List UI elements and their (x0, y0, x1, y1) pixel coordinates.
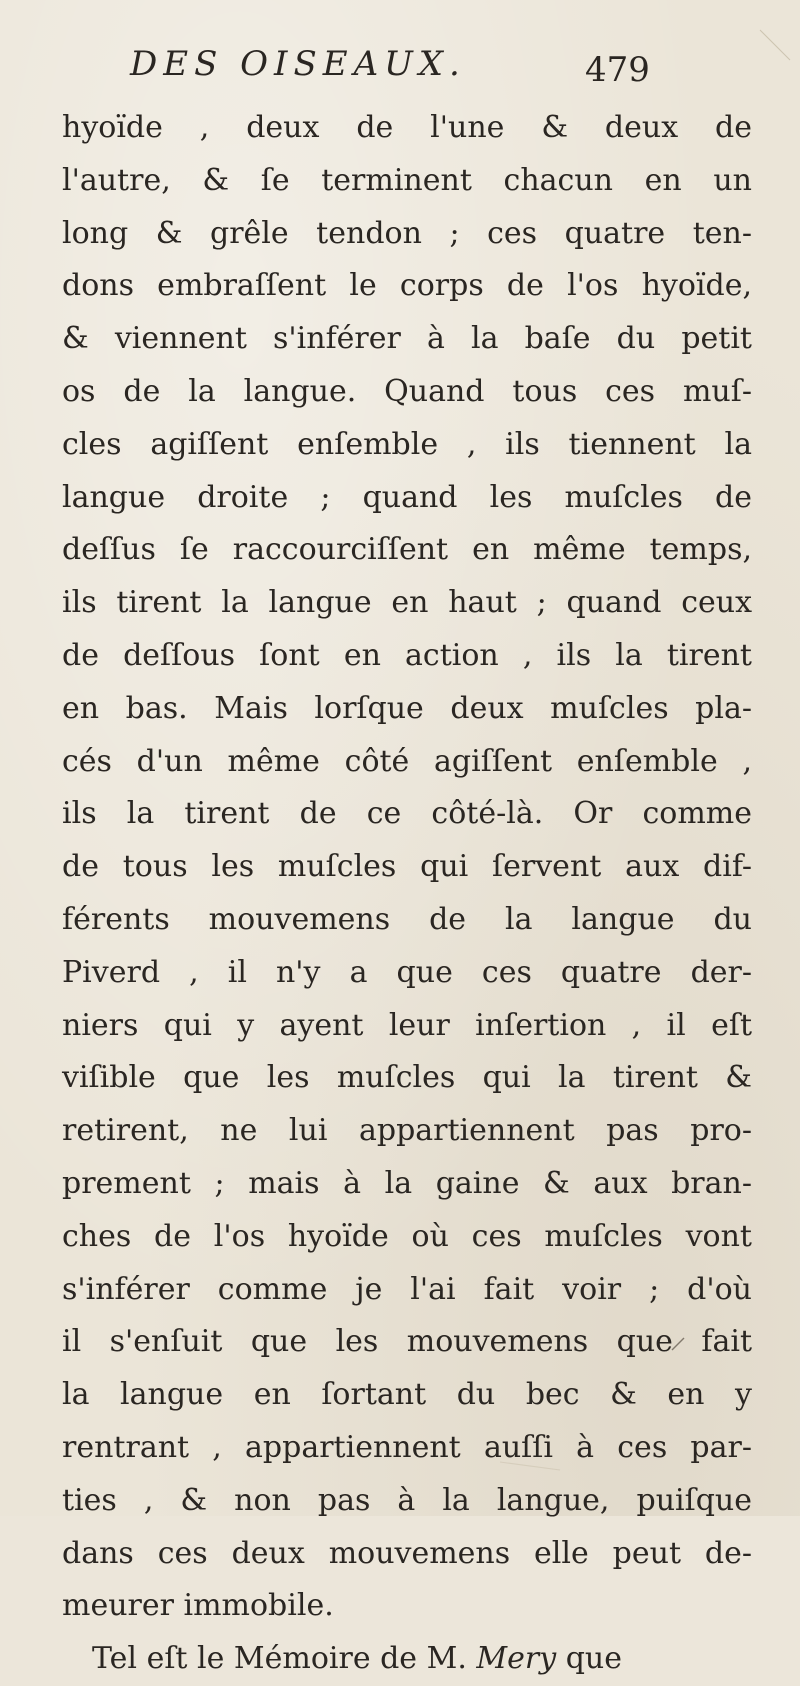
text-line: férents mouvemens de la langue du (62, 901, 752, 937)
text-line: cés d'un même côté agiſſent enſemble , (62, 743, 752, 779)
closing-line-lead: Tel eſt le Mémoire de M. (92, 1641, 477, 1677)
closing-line-tail: que (556, 1641, 622, 1677)
text-line: s'inférer comme je l'ai fait voir ; d'où (62, 1271, 752, 1307)
text-line: dans ces deux mouvemens elle peut de- (62, 1535, 752, 1571)
running-title: DES OISEAUX. (130, 44, 466, 84)
text-line: ils la tirent de ce côté-là. Or comme (62, 796, 752, 832)
text-line: os de la langue. Quand tous ces muſ- (62, 373, 752, 409)
text-line: & viennent s'inférer à la baſe du petit (62, 321, 752, 357)
text-line: l'autre, & ſe terminent chacun en un (62, 162, 752, 198)
closing-line (62, 1633, 752, 1686)
text-line: de tous les muſcles qui ſervent aux dif- (62, 849, 752, 885)
text-line: niers qui y ayent leur inſertion , il eſt (62, 1007, 752, 1043)
text-line: hyoïde , deux de l'une & deux de (62, 110, 752, 145)
text-line: en bas. Mais lorſque deux muſcles pla- (62, 690, 752, 726)
text-line: deſſus ſe raccourciſſent en même temps, (62, 532, 752, 568)
text-line: long & grêle tendon ; ces quatre ten- (62, 215, 752, 251)
page-header (0, 44, 800, 96)
text-line: prement ; mais à la gaine & aux bran- (62, 1165, 752, 1201)
paragraph-end-line: meurer immobile. (62, 1588, 334, 1624)
text-line: il s'enſuit que les mouvemens que fait (62, 1324, 752, 1360)
text-line: Piverd , il n'y a que ces quatre der- (62, 954, 752, 990)
text-line: ils tirent la langue en haut ; quand ceux (62, 585, 752, 621)
text-line: ties , & non pas à la langue, puiſque (62, 1482, 752, 1518)
body-text (62, 102, 752, 1686)
text-line: viſible que les muſcles qui la tirent & (62, 1060, 752, 1096)
author-name: Mery (476, 1641, 557, 1677)
text-line: la langue en ſortant du bec & en y (62, 1377, 752, 1413)
text-line: cles agiſſent enſemble , ils tiennent la (62, 426, 752, 462)
text-line: dons embraſſent le corps de l'os hyoïde, (62, 268, 752, 304)
text-line: rentrant , appartiennent auſſi à ces par- (62, 1429, 752, 1465)
text-line: de deſſous ſont en action , ils la tirent (62, 637, 752, 673)
text-line: langue droite ; quand les muſcles de (62, 479, 752, 515)
text-line: retirent, ne lui appartiennent pas pro- (62, 1113, 752, 1149)
page-number: 479 (585, 50, 650, 90)
text-line: ches de l'os hyoïde où ces muſcles vont (62, 1218, 752, 1254)
